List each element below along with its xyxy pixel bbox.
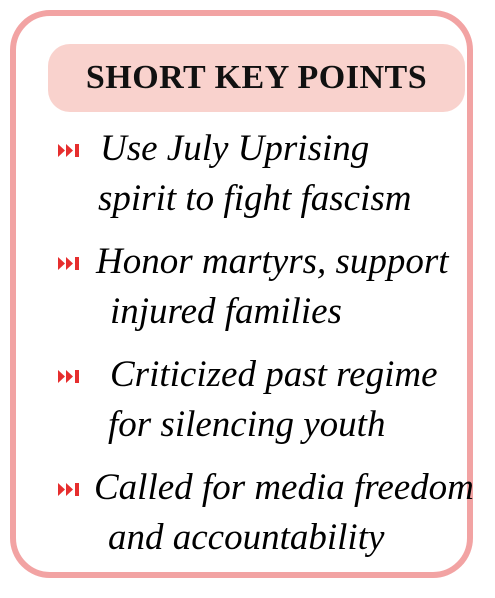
point-3-line-1: Criticized past regime [110,354,438,395]
point-2-line-1: Honor martyrs, support [96,241,449,282]
card-title: SHORT KEY POINTS [85,59,428,96]
point-4-line-2: and accountability [108,517,385,558]
point-3-line-2: for silencing youth [108,404,386,445]
key-points-card [10,10,473,578]
fast-forward-icon [58,257,82,270]
list-item [56,463,476,576]
key-points-list [56,124,476,576]
fast-forward-icon [58,370,82,383]
point-2-line-2: injured families [110,291,342,332]
title-banner [48,44,465,112]
fast-forward-icon [58,144,82,157]
point-4-line-1: Called for media freedom [94,467,474,508]
list-item [56,124,476,237]
fast-forward-icon [58,483,82,496]
list-item [56,237,476,350]
point-1-line-2: spirit to fight fascism [98,178,412,219]
list-item [56,350,476,463]
point-1-line-1: Use July Uprising [100,128,370,169]
